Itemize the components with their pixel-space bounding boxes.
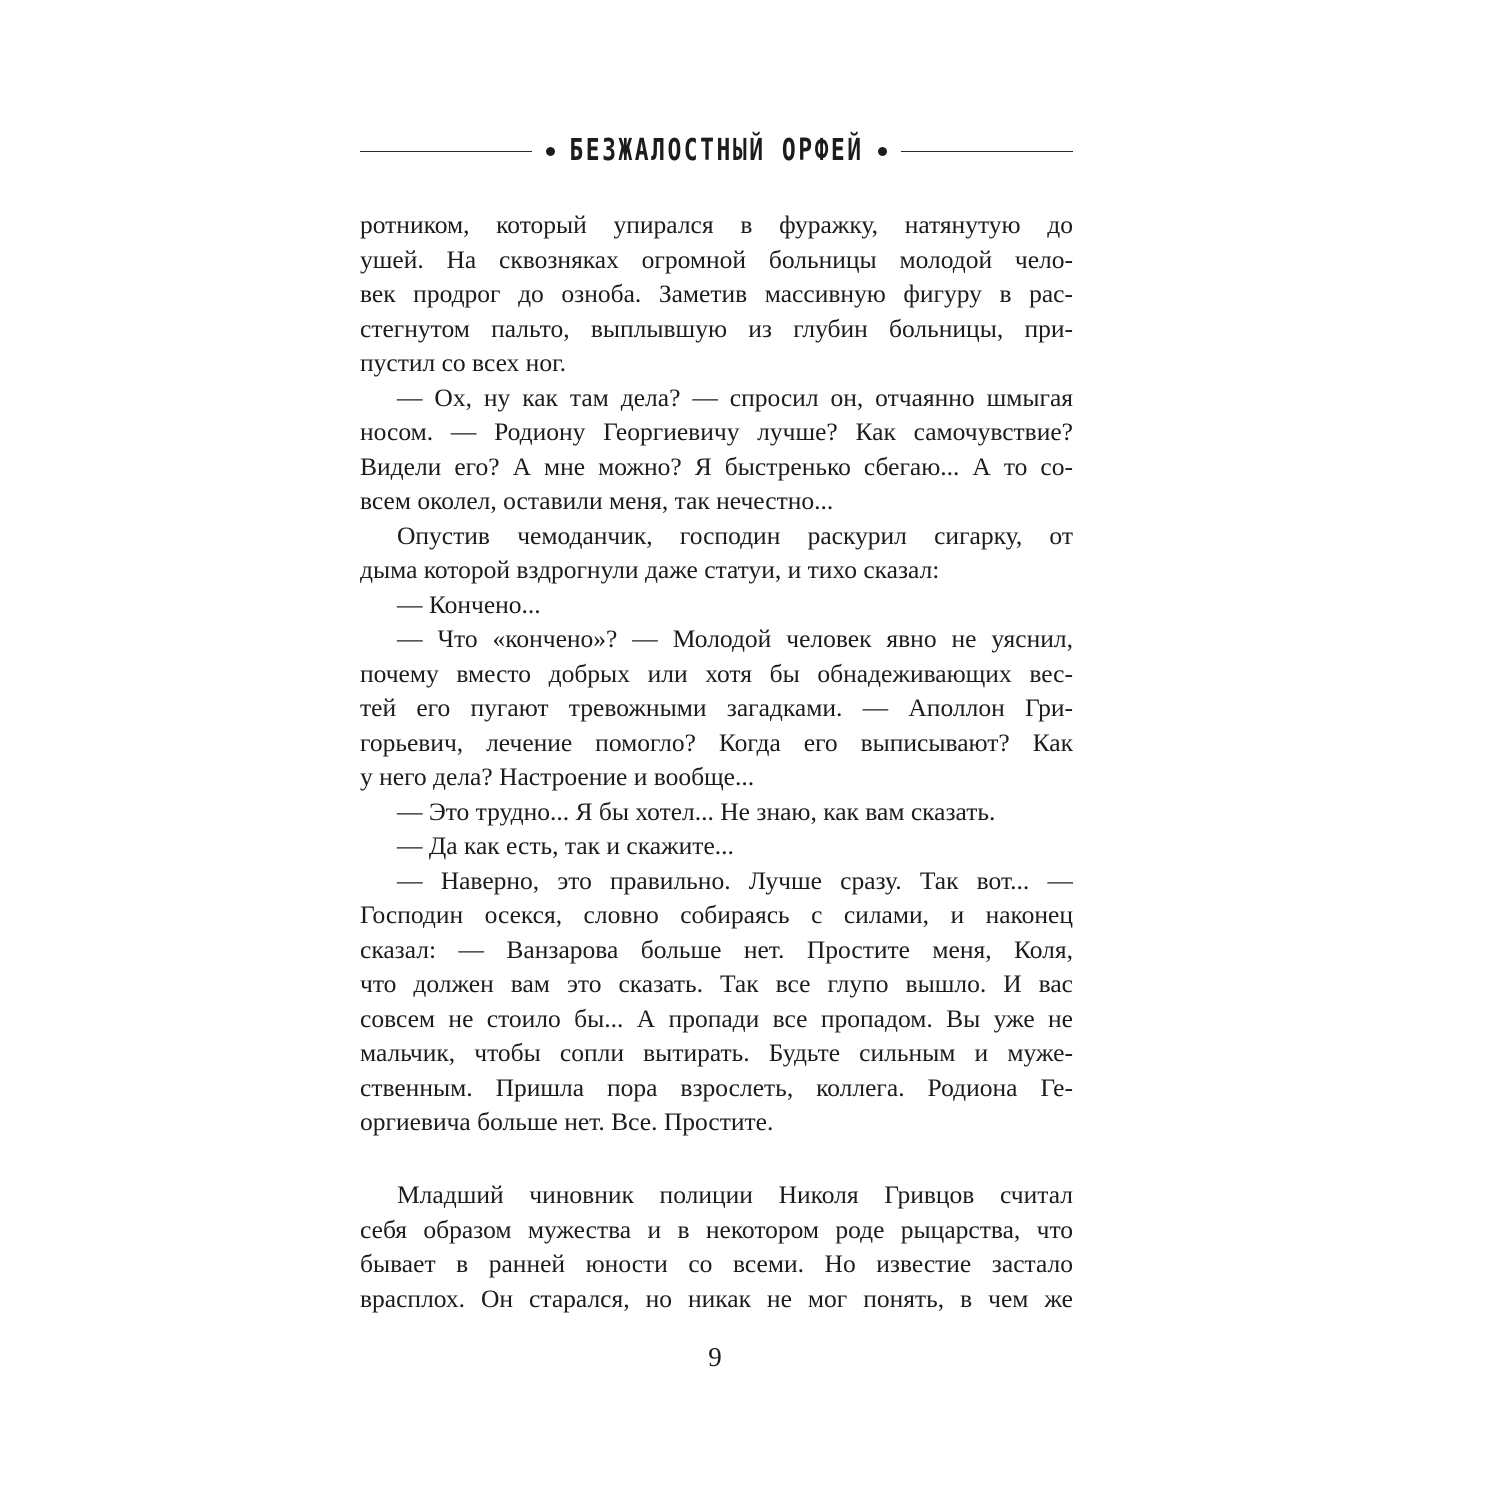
text-line: оргиевича больше нет. Все. Простите. [360,1107,774,1136]
left-rule [360,151,532,152]
page-number: 9 [708,1342,722,1372]
text-line: бывает в ранней юности со всеми. Но известие застало [360,1249,1073,1278]
text-line: сказал: — Ванзарова больше нет. Простите меня, Коля, [360,934,1073,964]
text-line: — Это трудно... Я бы хотел... Не знаю, как вам сказать. [397,796,996,826]
running-head [360,136,1073,166]
left-dot-ornament [546,147,555,156]
text-line: век продрог до озноба. Заметив массивную фигуру в рас- [360,279,1073,308]
right-dot-ornament [878,147,887,156]
text-line: тей его пугают тревожными загадками. — Аполлон Гри- [360,693,1073,722]
text-line: совсем не стоило бы... А пропади все пропадом. Вы уже не [360,1003,1073,1033]
running-head-title: БЕЗЖАЛОСТНЫЙ ОРФЕЙ [569,134,864,168]
text-line: у него дела? Настроение и вообще... [360,762,755,791]
text-line: стегнутом пальто, выплывшую из глубин больницы, при- [360,313,1073,343]
text-line: ственным. Пришла пора взрослеть, коллега. Родиона Ге- [360,1072,1073,1102]
right-rule [901,151,1073,152]
text-line: себя образом мужества и в некотором роде рыцарства, что [360,1214,1073,1244]
text-line: всем околел, оставили меня, так нечестно... [360,486,834,515]
text-line: мальчик, чтобы сопли вытирать. Будьте сильным и муже- [360,1038,1073,1067]
text-line: что должен вам это сказать. Так все глупо вышло. И вас [360,969,1073,998]
text-line: врасплох. Он старался, но никак не мог понять, в чем же [360,1283,1073,1313]
text-line: Опустив чемоданчик, господин раскурил сигарку, от [397,520,1073,550]
text-line: — Наверно, это правильно. Лучше сразу. Так вот... — [397,865,1073,895]
text-line: Младший чиновник полиции Николя Гривцов считал [397,1180,1073,1209]
text-line: горьевич, лечение помогло? Когда его выписывают? Как [360,727,1073,757]
text-line: ротником, который упирался в фуражку, натянутую до [360,210,1073,239]
text-line: почему вместо добрых или хотя бы обнадеживающих вес- [360,658,1073,688]
text-line: носом. — Родиону Георгиевичу лучше? Как самочувствие? [360,417,1073,446]
text-line: дыма которой вздрогнули даже статуи, и тихо сказал: [360,555,940,584]
text-line: — Да как есть, так и скажите... [397,831,734,860]
body-text-block-2 [360,1178,1073,1316]
text-line: — Что «кончено»? — Молодой человек явно не уяснил, [397,624,1073,653]
text-line: Видели его? А мне можно? Я быстренько сбегаю... А то со- [360,451,1073,481]
text-line: — Кончено... [397,589,541,619]
body-text-block-1 [360,208,1073,1140]
text-line: — Ох, ну как там дела? — спросил он, отчаянно шмыгая [397,382,1073,412]
text-line: ушей. На сквозняках огромной больницы молодой чело- [360,244,1073,274]
text-line: пустил со всех ног. [360,348,567,377]
text-line: Господин осекся, словно собираясь с силами, и наконец [360,900,1073,929]
